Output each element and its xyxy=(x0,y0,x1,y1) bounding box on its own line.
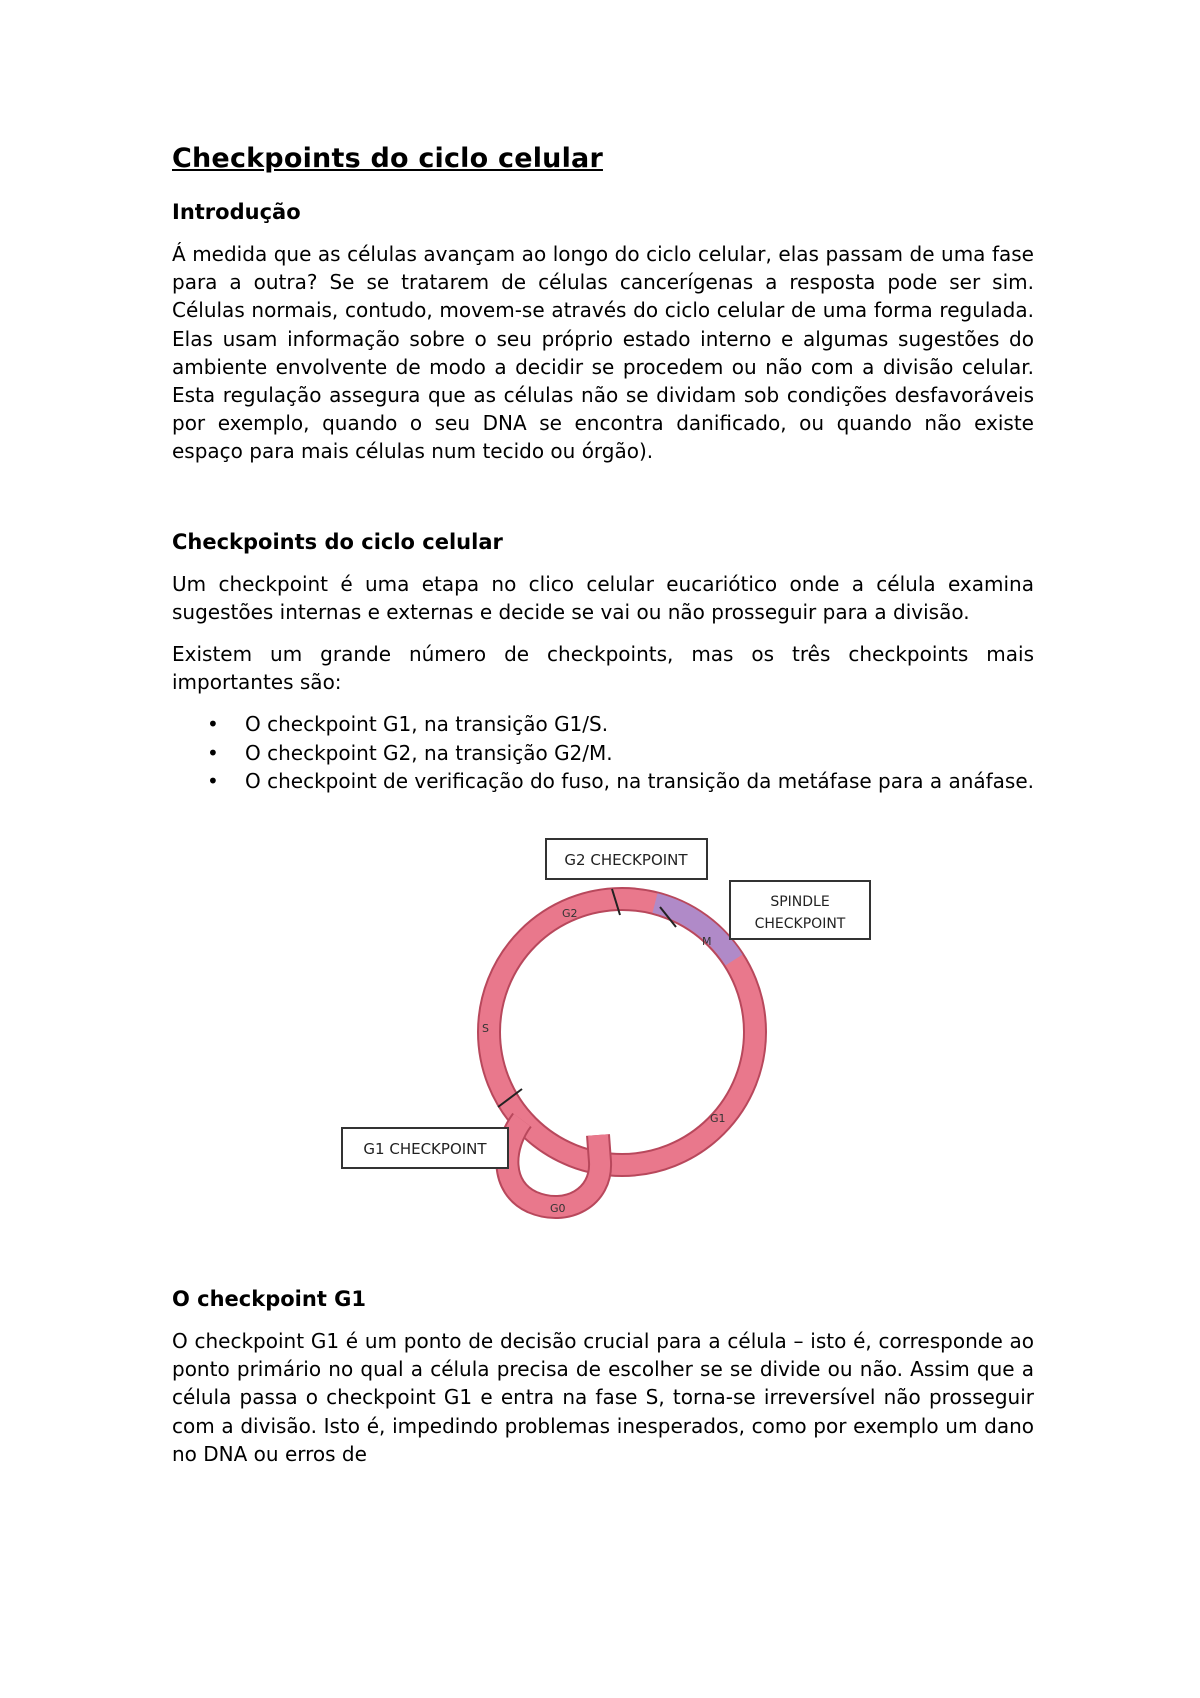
cell-cycle-figure xyxy=(172,817,1034,1267)
checkpoint-list xyxy=(172,710,1034,795)
page-title: Checkpoints do ciclo celular xyxy=(172,143,603,174)
phase-label-s: S xyxy=(482,1022,489,1036)
list-item xyxy=(172,710,1034,738)
checkpoints-paragraph-2: Existem um grande número de checkpoints, mas os três checkpoints mais importantes são: xyxy=(172,642,1034,695)
spindle-checkpoint-label-line1: SPINDLE xyxy=(770,894,830,911)
checkpoints-paragraph-1: Um checkpoint é uma etapa no clico celular eucariótico onde a célula examina sugestões internas e externas e decide se vai ou não prosseguir para a divisão. xyxy=(172,571,1034,624)
bullet-icon: • xyxy=(207,768,219,793)
intro-heading: Introdução xyxy=(172,200,301,224)
phase-label-g1: G1 xyxy=(710,1112,726,1126)
phase-label-g2: G2 xyxy=(562,907,578,921)
section-spacer xyxy=(172,480,1034,528)
intro-paragraph: Á medida que as células avançam ao longo do ciclo celular, elas passam de uma fase para a outra? Se se tratarem de células cancerígenas a resposta pode ser sim. Células normais, contudo, movem-se através do ciclo celular de uma forma regulada. Elas usam informação sobre o seu próprio estado interno e algumas sugestões do ambiente envolvente de modo a decidir se procedem ou não com a divisão celular. Esta regulação assegura que as células não se dividam sob condições desfavoráveis por exemplo, quando o seu DNA se encontra danificado, ou quando não existe espaço para mais células num tecido ou órgão). xyxy=(172,242,1034,464)
bullet-icon: • xyxy=(207,740,219,765)
checkpoints-heading: Checkpoints do ciclo celular xyxy=(172,529,503,554)
list-item-text: O checkpoint de verificação do fuso, na transição da metáfase para a anáfase. xyxy=(245,768,1035,793)
g1-section-paragraph: O checkpoint G1 é um ponto de decisão crucial para a célula – isto é, corresponde ao ponto primário no qual a célula precisa de escolher se se divide ou não. Assim que a célula passa o checkpoint G1 e entra na fase S, torna-se irreversível não prosseguir com a divisão. Isto é, impedindo problemas inesperados, como por exemplo um dano no DNA ou erros de xyxy=(172,1329,1034,1466)
m-phase-arc xyxy=(655,903,734,960)
document-page xyxy=(172,142,1034,1482)
phase-label-g0: G0 xyxy=(550,1202,566,1216)
phase-label-m: M xyxy=(702,935,712,949)
g2-checkpoint-label: G2 CHECKPOINT xyxy=(564,851,688,870)
spindle-checkpoint-label-line2: CHECKPOINT xyxy=(754,916,846,933)
list-item-text: O checkpoint G1, na transição G1/S. xyxy=(245,712,609,737)
list-item-text: O checkpoint G2, na transição G2/M. xyxy=(245,740,613,765)
g1-section-heading: O checkpoint G1 xyxy=(172,1287,367,1312)
bullet-icon: • xyxy=(207,712,219,737)
list-item xyxy=(172,739,1034,767)
list-item xyxy=(172,767,1034,795)
cell-cycle-diagram xyxy=(172,817,1034,1267)
g1-checkpoint-label: G1 CHECKPOINT xyxy=(363,1140,487,1159)
